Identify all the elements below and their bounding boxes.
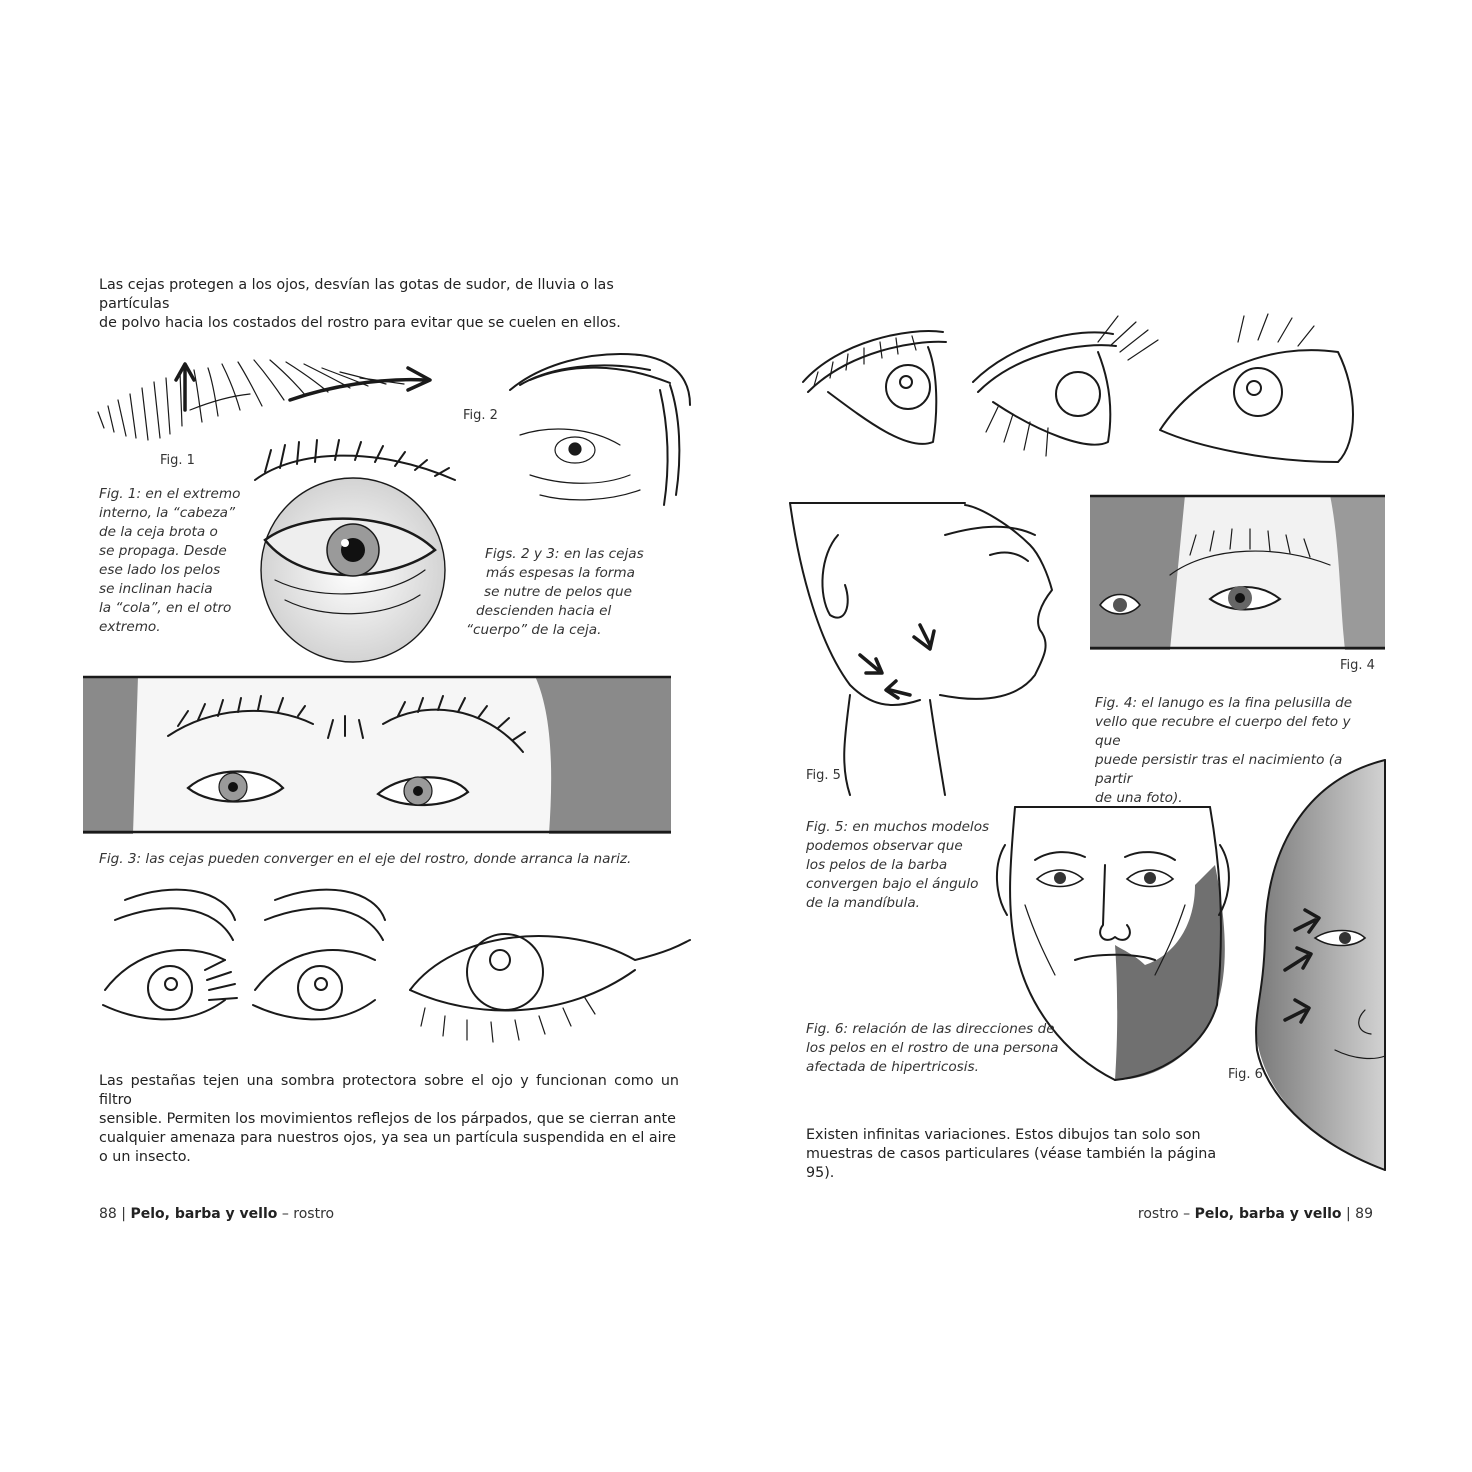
outro-line: muestras de casos particulares (véase también la página 95).	[806, 1146, 1217, 1181]
fig5-caption-line: Fig. 5: en muchos modelos	[806, 819, 990, 835]
fig4-caption-line: de una foto).	[1095, 790, 1183, 806]
fig4-caption-line: vello que recubre el cuerpo del feto y que	[1095, 714, 1351, 749]
fig6-caption-line: afectada de hipertricosis.	[806, 1059, 979, 1075]
fig1-caption-line: la “cola”, en el otro	[99, 600, 232, 616]
footer-separator: |	[121, 1206, 126, 1222]
fig23-caption-line: Figs. 2 y 3: en las cejas	[485, 546, 644, 562]
fig5-caption-line: podemos observar que	[806, 838, 963, 854]
fig1-caption-line: se propaga. Desde	[99, 543, 227, 559]
intro-paragraph	[99, 276, 679, 333]
fig1-caption-line: extremo.	[99, 619, 161, 635]
fig4-caption-line: Fig. 4: el lanugo es la fina pelusilla de	[1095, 695, 1353, 711]
intro-line-1: Las cejas protegen a los ojos, desvían las gotas de sudor, de lluvia o las partículas	[99, 277, 614, 312]
fig3-caption: Fig. 3: las cejas pueden converger en el eje del rostro, donde arranca la nariz.	[99, 851, 632, 867]
footer-right	[1138, 1206, 1373, 1222]
fig5-caption-line: los pelos de la barba	[806, 857, 948, 873]
fig23-caption-line: “cuerpo” de la ceja.	[466, 622, 602, 638]
chapter-title: Pelo, barba y vello	[130, 1206, 278, 1222]
footer-separator: |	[1346, 1206, 1351, 1222]
footer-left	[99, 1206, 334, 1222]
footer-dash: –	[281, 1206, 289, 1222]
fig23-caption-line: más espesas la forma	[486, 565, 635, 581]
section-name: rostro	[293, 1206, 335, 1222]
outro-line: cualquier amenaza para nuestros ojos, ya sea un partícula suspendida en el aire	[99, 1130, 676, 1146]
section-name: rostro	[1137, 1206, 1179, 1222]
fig6-caption	[806, 1020, 1086, 1077]
fig6-caption-line: los pelos en el rostro de una persona	[806, 1040, 1059, 1056]
chapter-title: Pelo, barba y vello	[1194, 1206, 1342, 1222]
eye-closeup-circle-illustration	[235, 440, 465, 665]
fig1-caption-line: de la ceja brota o	[99, 524, 218, 540]
fig1-caption-line: interno, la “cabeza”	[99, 505, 236, 521]
fig5-label: Fig. 5	[806, 768, 841, 783]
fig2-label: Fig. 2	[463, 408, 498, 423]
outro-paragraph-right	[806, 1126, 1246, 1183]
fig6-caption-line: Fig. 6: relación de las direcciones de	[806, 1021, 1055, 1037]
eyes-row-illustration	[798, 312, 1378, 472]
outro-line: sensible. Permiten los movimientos reflejos de los párpados, que se cierran ante	[99, 1111, 676, 1127]
intro-line-2: de polvo hacia los costados del rostro para evitar que se cuelen en ellos.	[99, 315, 621, 331]
fig5-caption-line: de la mandíbula.	[806, 895, 921, 911]
footer-dash: –	[1183, 1206, 1191, 1222]
fig23-caption	[460, 545, 650, 640]
fig5-caption	[806, 818, 1006, 913]
fig5-caption-line: convergen bajo el ángulo	[806, 876, 979, 892]
fig6-half-face-illustration	[1245, 760, 1390, 1170]
fig2-brow-illustration	[500, 345, 700, 525]
fig1-caption-line: se inclinan hacia	[99, 581, 213, 597]
outro-line: o un insecto.	[99, 1149, 191, 1165]
fig4-caption-line: puede persistir tras el nacimiento (a partir	[1095, 752, 1343, 787]
fig1-label: Fig. 1	[160, 453, 195, 468]
fig1-caption-line: ese lado los pelos	[99, 562, 221, 578]
fig23-caption-line: se nutre de pelos que	[484, 584, 633, 600]
page-number: 88	[99, 1206, 117, 1222]
fig4-lanugo-illustration	[1090, 495, 1385, 650]
fig4-label: Fig. 4	[1340, 658, 1375, 673]
fig5-head-illustration	[790, 495, 1070, 805]
fig23-caption-line: descienden hacia el	[476, 603, 612, 619]
fig3-eyes-band-illustration	[83, 676, 671, 834]
fig6-label: Fig. 6	[1228, 1067, 1263, 1082]
fig1-caption-line: Fig. 1: en el extremo	[99, 486, 241, 502]
eyelash-sketches-illustration	[95, 880, 695, 1050]
outro-line: Las pestañas tejen una sombra protectora sobre el ojo y funcionan como un filtro	[99, 1073, 679, 1108]
outro-line: Existen infinitas variaciones. Estos dibujos tan solo son	[806, 1127, 1201, 1143]
outro-paragraph-left	[99, 1072, 679, 1167]
page-number: 89	[1355, 1206, 1373, 1222]
